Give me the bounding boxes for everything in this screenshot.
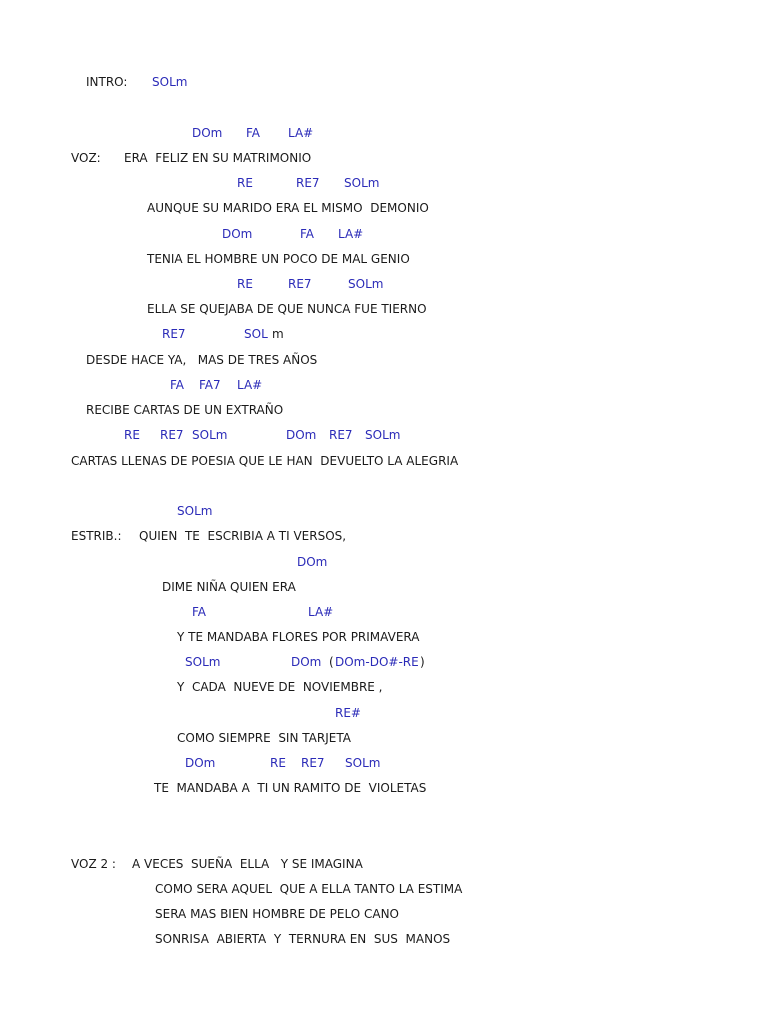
lyric-text: SERA MAS BIEN HOMBRE DE PELO CANO — [155, 907, 399, 921]
chord: RE# — [335, 706, 361, 720]
chord: RE — [124, 428, 140, 442]
chord: FA — [300, 227, 315, 241]
chord-line — [0, 325, 768, 343]
chord-line — [0, 174, 768, 192]
chord: DOm — [297, 555, 328, 569]
lyric-text: CARTAS LLENAS DE POESIA QUE LE HAN DEVUELTO LA ALEGRIA — [71, 454, 459, 468]
chord: RE — [270, 756, 286, 770]
chord: LA# — [288, 126, 314, 140]
chord: RE7 — [160, 428, 184, 442]
chord: RE — [237, 277, 253, 291]
chord: SOLm — [348, 277, 384, 291]
chord-suffix: m — [272, 327, 284, 341]
chord: SOLm — [345, 756, 381, 770]
chord-line — [0, 754, 768, 772]
lyric-line — [0, 452, 768, 470]
lyric-line — [0, 779, 768, 797]
intro-line — [0, 73, 768, 91]
chord-line — [0, 426, 768, 444]
lyric-text: DESDE HACE YA, MAS DE TRES AÑOS — [86, 353, 318, 367]
chord-line — [0, 704, 768, 722]
chord: SOLm — [365, 428, 401, 442]
lyric-line — [0, 527, 768, 545]
lyric-line — [0, 578, 768, 596]
lyric-line — [0, 930, 768, 948]
lyric-text: Y TE MANDABA FLORES POR PRIMAVERA — [177, 630, 420, 644]
lyric-line — [0, 351, 768, 369]
intro-label: INTRO: — [86, 75, 128, 89]
chord-line — [0, 275, 768, 293]
chord-line — [0, 225, 768, 243]
lyric-text: A VECES SUEÑA ELLA Y SE IMAGINA — [132, 857, 363, 871]
chord-line — [0, 553, 768, 571]
chord-paren-open: ( — [329, 655, 334, 669]
lyric-text: TE MANDABA A TI UN RAMITO DE VIOLETAS — [154, 781, 427, 795]
chord: SOLm — [177, 504, 213, 518]
chord: SOLm — [185, 655, 221, 669]
chord: DOm — [286, 428, 317, 442]
chord-line — [0, 502, 768, 520]
lyric-text: ERA FELIZ EN SU MATRIMONIO — [124, 151, 312, 165]
chord-paren-close: ) — [420, 655, 425, 669]
lyric-line — [0, 199, 768, 217]
chord: RE7 — [162, 327, 186, 341]
chord: FA — [192, 605, 207, 619]
lyric-line — [0, 149, 768, 167]
chord: LA# — [338, 227, 364, 241]
chord-line — [0, 603, 768, 621]
chord: LA# — [237, 378, 263, 392]
lyric-text: RECIBE CARTAS DE UN EXTRAÑO — [86, 403, 284, 417]
lyric-text: QUIEN TE ESCRIBIA A TI VERSOS, — [139, 529, 347, 543]
lyric-text: Y CADA NUEVE DE NOVIEMBRE , — [177, 680, 383, 694]
chord: SOLm — [192, 428, 228, 442]
chord: SOLm — [152, 75, 188, 89]
lyric-line — [0, 855, 768, 873]
chord: DOm — [192, 126, 223, 140]
lyric-text: COMO SERA AQUEL QUE A ELLA TANTO LA ESTIMA — [155, 882, 463, 896]
chord: FA — [170, 378, 185, 392]
lyric-text: DIME NIÑA QUIEN ERA — [162, 580, 296, 594]
chord: RE — [237, 176, 253, 190]
chord: FA7 — [199, 378, 221, 392]
section-label-estrib: ESTRIB.: — [71, 529, 122, 543]
chord-line — [0, 124, 768, 142]
chord: DOm — [291, 655, 322, 669]
lyric-line — [0, 250, 768, 268]
lyric-line — [0, 300, 768, 318]
chord-line — [0, 653, 768, 671]
lyric-line — [0, 905, 768, 923]
chord: DOm — [222, 227, 253, 241]
lyric-line — [0, 729, 768, 747]
section-label-voz: VOZ: — [71, 151, 101, 165]
chord: DOm-DO#-RE — [335, 655, 419, 669]
chord: SOLm — [344, 176, 380, 190]
lyric-text: AUNQUE SU MARIDO ERA EL MISMO DEMONIO — [147, 201, 429, 215]
chord: FA — [246, 126, 261, 140]
lyric-text: TENIA EL HOMBRE UN POCO DE MAL GENIO — [147, 252, 410, 266]
lyric-line — [0, 628, 768, 646]
section-label-voz2: VOZ 2 : — [71, 857, 116, 871]
chord: RE7 — [301, 756, 325, 770]
lyric-text: COMO SIEMPRE SIN TARJETA — [177, 731, 351, 745]
chord: RE7 — [329, 428, 353, 442]
chord: SOL — [244, 327, 268, 341]
chord: LA# — [308, 605, 334, 619]
chord: DOm — [185, 756, 216, 770]
chord-line — [0, 376, 768, 394]
lyric-line — [0, 880, 768, 898]
lyric-text: SONRISA ABIERTA Y TERNURA EN SUS MANOS — [155, 932, 451, 946]
lyric-line — [0, 678, 768, 696]
chord: RE7 — [288, 277, 312, 291]
chord: RE7 — [296, 176, 320, 190]
lyric-text: ELLA SE QUEJABA DE QUE NUNCA FUE TIERNO — [147, 302, 427, 316]
lyric-line — [0, 401, 768, 419]
